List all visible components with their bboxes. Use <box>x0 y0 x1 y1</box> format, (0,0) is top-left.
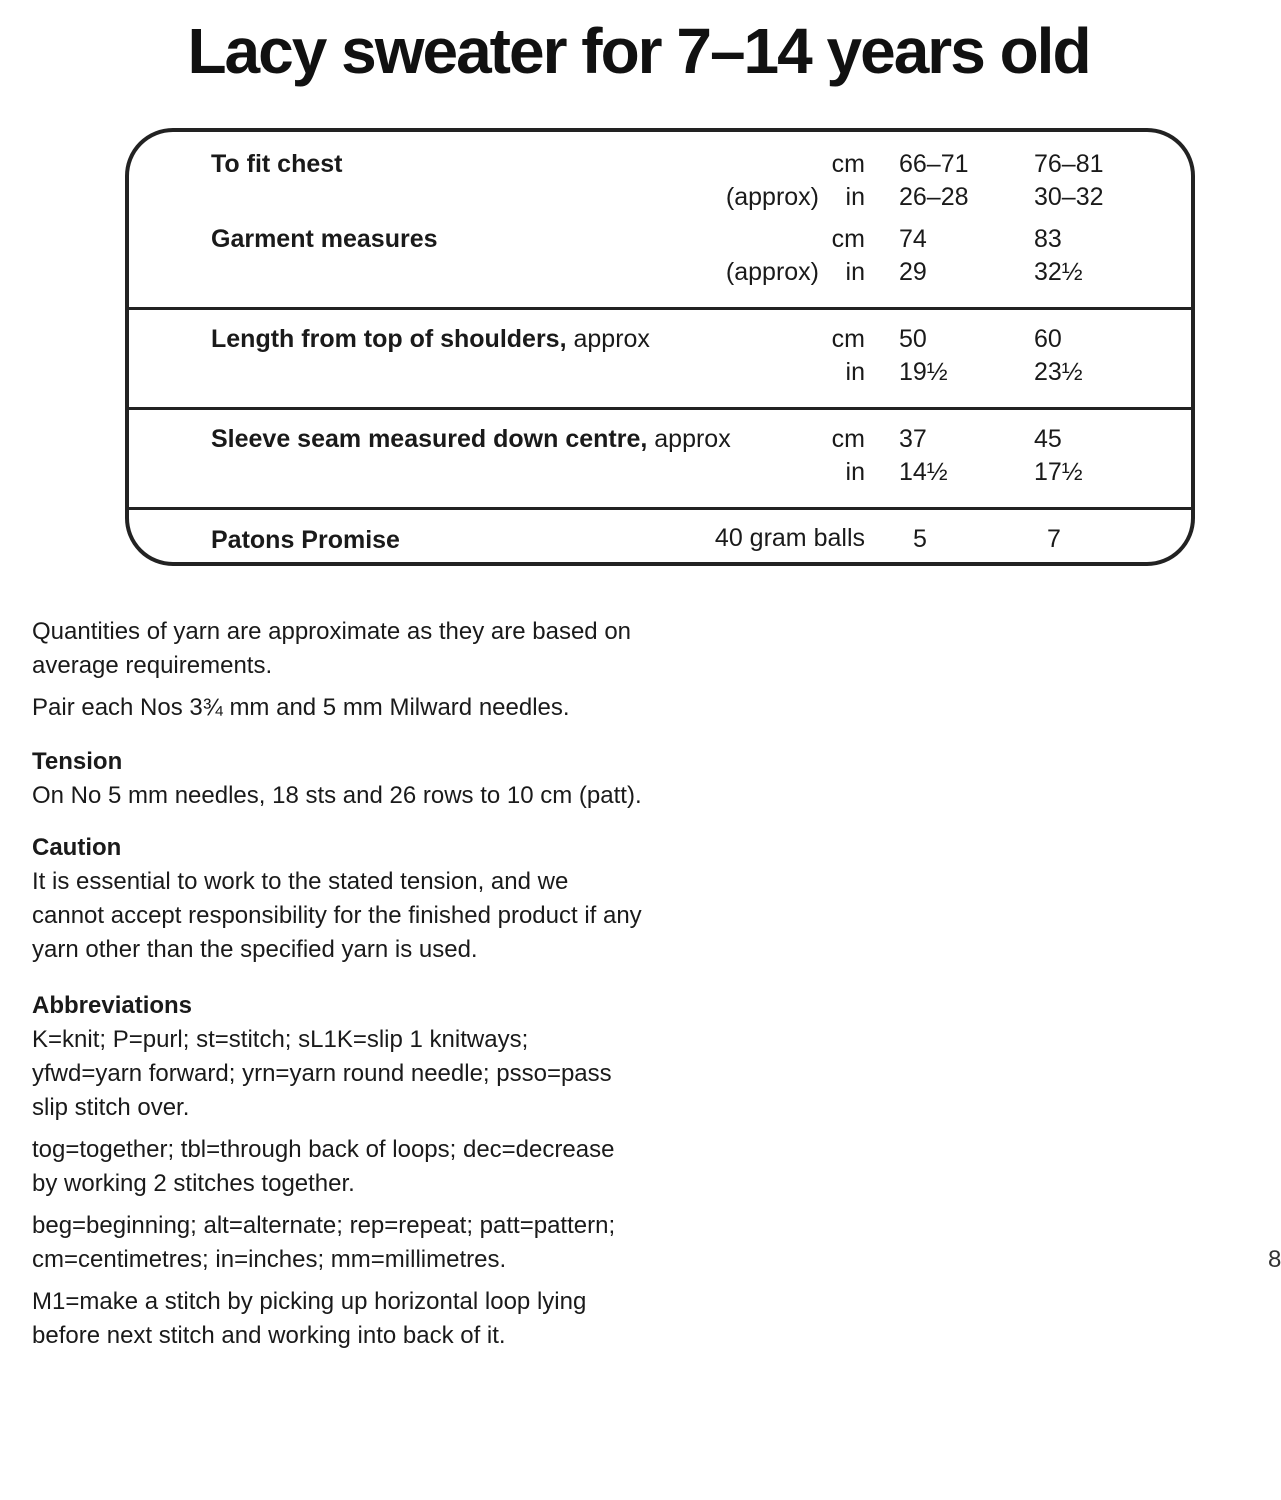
length-size1-cm: 50 <box>899 325 927 353</box>
chest-size1-in: 26–28 <box>899 183 969 211</box>
abbreviations-paragraph: tog=together; tbl=through back of loops; dec=decrease by working 2 stitches together. <box>32 1136 615 1197</box>
yarn-size1: 5 <box>913 525 927 553</box>
sleeve-unit-in: in <box>845 458 865 486</box>
table-divider <box>129 307 1191 310</box>
garment-approx: (approx) <box>725 258 819 286</box>
chest-unit-in: in <box>845 183 865 211</box>
length-unit-in: in <box>845 358 865 386</box>
table-divider <box>129 407 1191 410</box>
garment-size1-cm: 74 <box>899 225 927 253</box>
sleeve-label: Sleeve seam measured down centre, <box>211 425 648 453</box>
body-column <box>32 615 642 1361</box>
chest-size2-cm: 76–81 <box>1034 150 1104 178</box>
sleeve-size1-in: 14½ <box>899 458 948 486</box>
yarn-unit: 40 gram balls <box>714 524 865 552</box>
abbreviations-paragraph: beg=beginning; alt=alternate; rep=repeat; patt=pattern; cm=centimetres; in=inches; mm=millimetres. <box>32 1212 616 1273</box>
garment-size2-in: 32½ <box>1034 258 1083 286</box>
sleeve-size1-cm: 37 <box>899 425 927 453</box>
garment-label: Garment measures <box>211 225 438 253</box>
garment-unit-cm: cm <box>831 225 865 253</box>
sleeve-unit-cm: cm <box>831 425 865 453</box>
tension-paragraph: On No 5 mm needles, 18 sts and 26 rows to 10 cm (patt). <box>32 782 642 809</box>
length-label: Length from top of shoulders, <box>211 325 567 353</box>
size-table <box>125 128 1195 566</box>
length-size2-cm: 60 <box>1034 325 1062 353</box>
length-size2-in: 23½ <box>1034 358 1083 386</box>
needles-paragraph: Pair each Nos 3¾ mm and 5 mm Milward needles. <box>32 694 570 721</box>
abbreviations-paragraph: M1=make a stitch by picking up horizontal loop lying before next stitch and working into back of it. <box>32 1288 587 1349</box>
sleeve-approx: approx <box>647 425 731 453</box>
page-title: Lacy sweater for 7–14 years old <box>187 15 1090 87</box>
length-size1-in: 19½ <box>899 358 948 386</box>
page-number: 8 <box>1268 1246 1281 1273</box>
chest-approx: (approx) <box>725 183 819 211</box>
length-approx: approx <box>566 325 650 353</box>
table-divider <box>129 507 1191 510</box>
abbreviations-paragraph: K=knit; P=purl; st=stitch; sL1K=slip 1 knitways; yfwd=yarn forward; yrn=yarn round needle; psso=pass slip stitch over. <box>32 1026 612 1121</box>
sleeve-size2-cm: 45 <box>1034 425 1062 453</box>
sleeve-label-row <box>211 425 731 454</box>
length-unit-cm: cm <box>831 325 865 353</box>
chest-label: To fit chest <box>211 150 343 178</box>
length-label-row <box>211 325 650 354</box>
yarn-size2: 7 <box>1047 525 1061 553</box>
garment-size2-cm: 83 <box>1034 225 1062 253</box>
garment-unit-in: in <box>845 258 865 286</box>
caution-paragraph: It is essential to work to the stated tension, and we cannot accept responsibility for the finished product if any yarn other than the specified yarn is used. <box>32 868 642 963</box>
intro-paragraph: Quantities of yarn are approximate as they are based on average requirements. <box>32 618 632 679</box>
chest-unit-cm: cm <box>831 150 865 178</box>
garment-size1-in: 29 <box>899 258 927 286</box>
caution-heading: Caution <box>32 834 122 861</box>
sleeve-size2-in: 17½ <box>1034 458 1083 486</box>
abbreviations-heading: Abbreviations <box>32 992 193 1019</box>
chest-size2-in: 30–32 <box>1034 183 1104 211</box>
chest-size1-cm: 66–71 <box>899 150 969 178</box>
yarn-label: Patons Promise <box>211 526 400 554</box>
tension-heading: Tension <box>32 748 123 775</box>
